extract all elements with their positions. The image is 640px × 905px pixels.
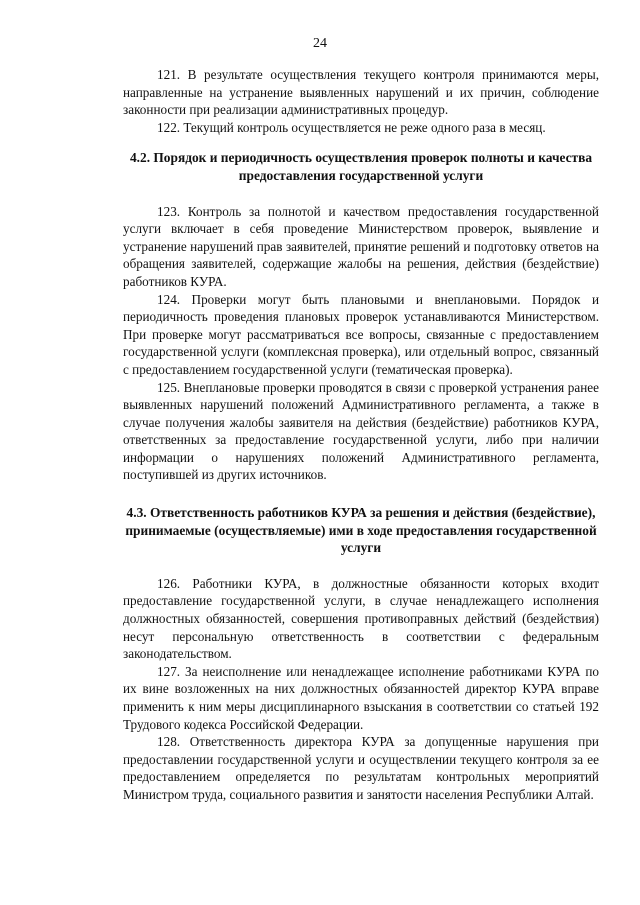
page-number: 24 (313, 36, 327, 51)
document-body (123, 66, 599, 804)
paragraph-124: 124. Проверки могут быть плановыми и внеплановыми. Порядок и периодичность проведения плановых проверок устанавливаются Министерством. При проверке могут рассматриваться все вопросы, связанные с предоставлением государственной услуги (комплексная проверка), или отдельный вопрос, связанный с предоставлением государственной услуги (тематическая проверка). (123, 291, 599, 377)
paragraph-125: 125. Внеплановые проверки проводятся в связи с проверкой устранения ранее выявленных нарушений положений Административного регламента, а также в случае получения жалобы заявителя на действия (бездействие) работников КУРА, ответственных за предоставление государственной услуги, либо при наличии информации о нарушениях положений Административного регламента, поступившей из других источников. (123, 379, 599, 483)
paragraph-121: 121. В результате осуществления текущего контроля принимаются меры, направленные на устранение выявленных нарушений и их причин, соблюдение законности при реализации административных процедур. (123, 67, 599, 118)
paragraph-123: 123. Контроль за полнотой и качеством предоставления государственной услуги включает в себя проведение Министерством проверок, выявление и устранение нарушений прав заявителей, принятие решений и подготовку ответов на обращения заявителей, содержащие жалобы на решения, действия (бездействие) работников КУРА. (123, 203, 599, 289)
paragraph-127: 127. За неисполнение или ненадлежащее исполнение работниками КУРА по их вине возложенных на них должностных обязанностей директор КУРА вправе применить к ним меры дисциплинарного взыскания в соответствии со статьей 192 Трудового кодекса Российской Федерации. (123, 663, 599, 732)
section-heading-4-2: 4.2. Порядок и периодичность осуществления проверок полноты и качества предоставления государственной услуги (129, 150, 593, 183)
section-heading-4-3: 4.3. Ответственность работников КУРА за решения и действия (бездействие), принимаемые (осуществляемые) ими в ходе предоставления государственной услуги (125, 505, 597, 556)
paragraph-128: 128. Ответственность директора КУРА за допущенные нарушения при предоставлении государственной услуги и осуществлении текущего контроля за ее предоставлением определяется по результатам контрольных мероприятий Министром труда, социального развития и занятости населения Республики Алтай. (123, 734, 599, 802)
paragraph-126: 126. Работники КУРА, в должностные обязанности которых входит предоставление государственной услуги, в случае ненадлежащего исполнения должностных обязанностей, совершения противоправных действий (бездействия) несут персональную ответственность в соответствии с федеральным законодательством. (123, 575, 599, 662)
paragraph-122: 122. Текущий контроль осуществляется не реже одного раза в месяц. (157, 119, 546, 135)
